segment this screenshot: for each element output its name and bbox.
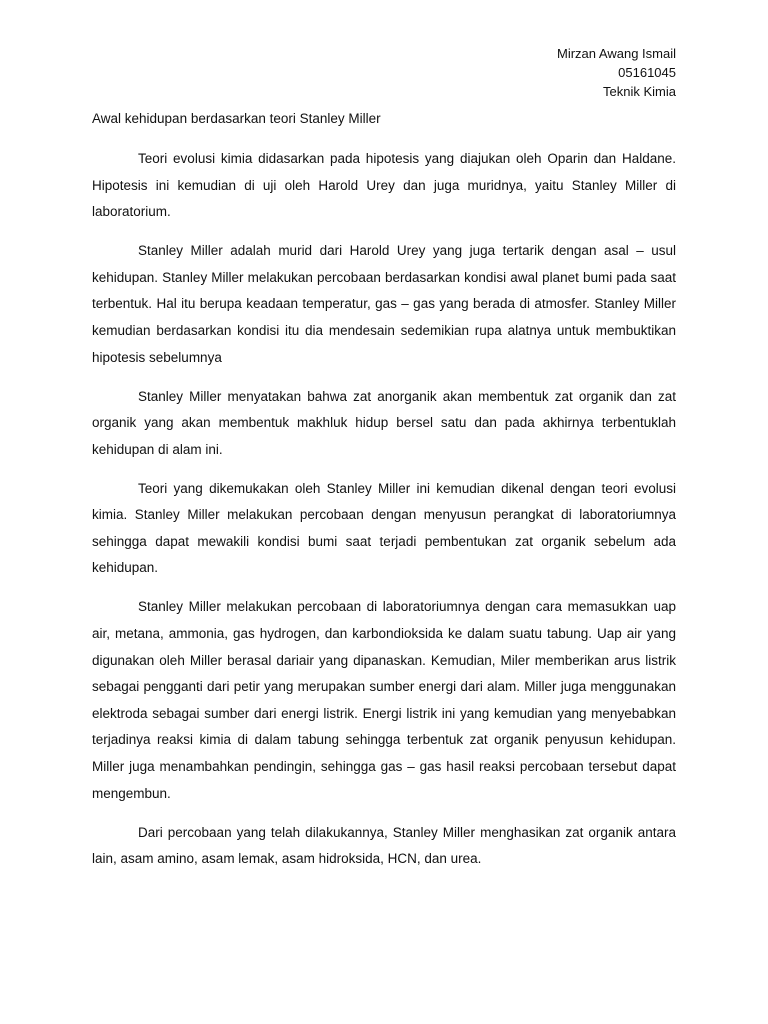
paragraph: Stanley Miller adalah murid dari Harold Urey yang juga tertarik dengan asal – usul kehidupan. Stanley Miller melakukan percobaan berdasarkan kondisi awal planet bumi pada saat terbentuk. Hal itu berupa keadaan temperatur, gas – gas yang berada di atmosfer. Stanley Miller kemudian berdasarkan kondisi itu dia mendesain sedemikian rupa alatnya untuk membuktikan hipotesis sebelumnya xyxy=(92,243,676,365)
paragraph: Stanley Miller menyatakan bahwa zat anorganik akan membentuk zat organik dan zat organik yang akan membentuk makhluk hidup bersel satu dan pada akhirnya terbentuklah kehidupan di alam ini. xyxy=(92,388,676,457)
author-name: Mirzan Awang Ismail xyxy=(557,46,676,61)
paragraph: Teori evolusi kimia didasarkan pada hipotesis yang diajukan oleh Oparin dan Haldane. Hipotesis ini kemudian di uji oleh Harold Urey dan juga muridnya, yaitu Stanley Miller di laboratorium. xyxy=(92,151,676,220)
author-student-id: 05161045 xyxy=(618,65,676,80)
author-department: Teknik Kimia xyxy=(603,84,676,99)
paragraph: Teori yang dikemukakan oleh Stanley Miller ini kemudian dikenal dengan teori evolusi kimia. Stanley Miller melakukan percobaan dengan menyusun perangkat di laboratoriumnya sehingga dapat mewakili kondisi bumi saat terjadi pembentukan zat organik sebelum ada kehidupan. xyxy=(92,480,676,576)
document-title: Awal kehidupan berdasarkan teori Stanley Miller xyxy=(92,111,381,126)
document-body xyxy=(92,146,676,885)
author-block xyxy=(557,44,676,101)
paragraph: Dari percobaan yang telah dilakukannya, Stanley Miller menghasikan zat organik antara lain, asam amino, asam lemak, asam hidroksida, HCN, dan urea. xyxy=(92,824,676,867)
paragraph: Stanley Miller melakukan percobaan di laboratoriumnya dengan cara memasukkan uap air, metana, ammonia, gas hydrogen, dan karbondioksida ke dalam suatu tabung. Uap air yang digunakan oleh Miller berasal dariair yang dipanaskan. Kemudian, Miler memberikan arus listrik sebagai pengganti dari petir yang merupakan sumber energi dari alam. Miller juga menggunakan elektroda sebagai sumber dari energi listrik. Energi listrik ini yang kemudian yang menyebabkan terjadinya reaksi kimia di dalam tabung sehingga terbentuk zat organik penyusun kehidupan. Miller juga menambahkan pendingin, sehingga gas – gas hasil reaksi percobaan tersebut dapat mengembun. xyxy=(92,599,676,801)
